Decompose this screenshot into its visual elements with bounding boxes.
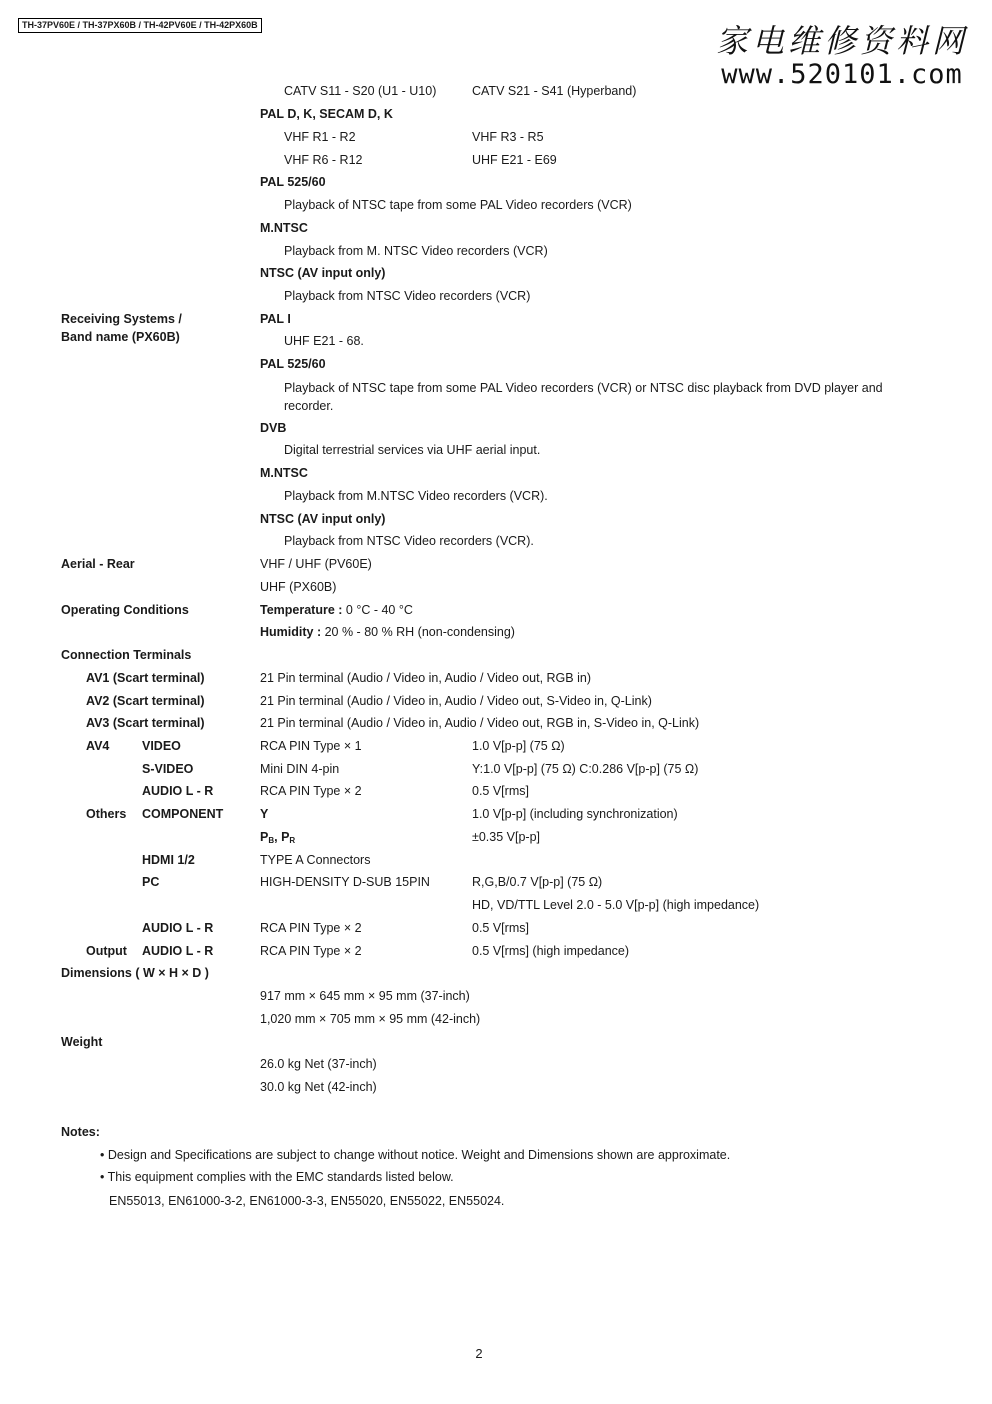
weight-value: 30.0 kg Net (42-inch) <box>260 1080 377 1094</box>
component-label: COMPONENT <box>142 807 224 821</box>
ntsc-heading: NTSC (AV input only) <box>260 266 386 280</box>
pal525-heading: PAL 525/60 <box>260 357 326 371</box>
others-audio-label: AUDIO L - R <box>142 921 214 935</box>
av3-value: 21 Pin terminal (Audio / Video in, Audio / Video out, RGB in, S-Video in, Q-Link) <box>260 716 700 730</box>
temperature-value: 0 °C - 40 °C <box>345 603 413 617</box>
av4-label: AV4 <box>86 739 110 753</box>
pal-dk-range: VHF R1 - R2 <box>284 130 356 144</box>
mntsc-heading: M.NTSC <box>260 466 308 480</box>
aerial-value: UHF (PX60B) <box>260 580 337 594</box>
others-audio-spec: 0.5 V[rms] <box>472 921 529 935</box>
hdmi-type: TYPE A Connectors <box>260 853 371 867</box>
ntsc-text: Playback from NTSC Video recorders (VCR) <box>284 289 531 303</box>
svideo-label: S-VIDEO <box>142 762 194 776</box>
pc-spec: HD, VD/TTL Level 2.0 - 5.0 V[p-p] (high impedance) <box>472 898 760 912</box>
pbpr-spec: ±0.35 V[p-p] <box>472 830 541 844</box>
weight-value: 26.0 kg Net (37-inch) <box>260 1057 377 1071</box>
bullet: • <box>100 1148 105 1162</box>
pc-spec: R,G,B/0.7 V[p-p] (75 Ω) <box>472 875 603 889</box>
av4-audio-type: RCA PIN Type × 2 <box>260 784 362 798</box>
humidity-value: 20 % - 80 % RH (non-condensing) <box>324 625 515 639</box>
av2-value: 21 Pin terminal (Audio / Video in, Audio / Video out, S-Video in, Q-Link) <box>260 694 652 708</box>
notes-label: Notes: <box>61 1125 100 1139</box>
video-spec: 1.0 V[p-p] (75 Ω) <box>472 739 565 753</box>
operating-label: Operating Conditions <box>61 603 189 617</box>
dimensions-value: 1,020 mm × 705 mm × 95 mm (42-inch) <box>260 1012 481 1026</box>
pal-dk-heading: PAL D, K, SECAM D, K <box>260 107 393 121</box>
mntsc-text: Playback from M. NTSC Video recorders (VCR) <box>284 244 548 258</box>
humidity-label: Humidity : <box>260 625 322 639</box>
output-label: Output <box>86 944 127 958</box>
av4-audio-spec: 0.5 V[rms] <box>472 784 529 798</box>
ntsc-text: Playback from NTSC Video recorders (VCR). <box>284 534 534 548</box>
others-audio-type: RCA PIN Type × 2 <box>260 921 362 935</box>
watermark-chinese: 家电维修资料网 <box>715 22 968 60</box>
pal-dk-range: VHF R3 - R5 <box>472 130 544 144</box>
mntsc-text: Playback from M.NTSC Video recorders (VCR). <box>284 489 548 503</box>
output-audio-label: AUDIO L - R <box>142 944 214 958</box>
output-audio-type: RCA PIN Type × 2 <box>260 944 362 958</box>
ntsc-heading: NTSC (AV input only) <box>260 512 386 526</box>
temperature-label: Temperature : <box>260 603 343 617</box>
note-item: • This equipment complies with the EMC standards listed below. <box>100 1170 454 1184</box>
watermark <box>704 22 980 90</box>
dvb-text: Digital terrestrial services via UHF aerial input. <box>284 443 541 457</box>
pal-dk-range: VHF R6 - R12 <box>284 153 363 167</box>
catv-range-2: CATV S21 - S41 (Hyperband) <box>472 84 637 98</box>
dimensions-label: Dimensions ( W × H × D ) <box>61 966 209 980</box>
pbpr-label: $P_B$, $P_R$ <box>260 830 296 845</box>
video-type: RCA PIN Type × 1 <box>260 739 362 753</box>
av1-value: 21 Pin terminal (Audio / Video in, Audio / Video out, RGB in) <box>260 671 591 685</box>
av1-label: AV1 (Scart terminal) <box>86 671 205 685</box>
output-audio-spec: 0.5 V[rms] (high impedance) <box>472 944 630 958</box>
temperature-row <box>260 603 413 617</box>
hdmi-label: HDMI 1/2 <box>142 853 195 867</box>
humidity-row <box>260 625 515 639</box>
model-numbers: TH-37PV60E / TH-37PX60B / TH-42PV60E / TH-42PX60B <box>18 18 262 33</box>
pc-label: PC <box>142 875 160 889</box>
pc-type: HIGH-DENSITY D-SUB 15PIN <box>260 875 430 889</box>
aerial-value: VHF / UHF (PV60E) <box>260 557 372 571</box>
note-item: • Design and Specifications are subject to change without notice. Weight and Dimensions shown are approximate. <box>100 1148 731 1162</box>
pal-i-text: UHF E21 - 68. <box>284 334 364 348</box>
bullet: • <box>100 1170 105 1184</box>
receiving-label: Receiving Systems / <box>61 312 182 326</box>
pal525-text: Playback of NTSC tape from some PAL Video recorders (VCR) <box>284 198 632 212</box>
catv-range-1: CATV S11 - S20 (U1 - U10) <box>284 84 437 98</box>
av3-label: AV3 (Scart terminal) <box>86 716 205 730</box>
pal-i-heading: PAL I <box>260 312 291 326</box>
video-label: VIDEO <box>142 739 181 753</box>
pal525-text: Playback of NTSC tape from some PAL Video recorders (VCR) or NTSC disc playback from DVD player and recorder. <box>284 381 883 413</box>
weight-label: Weight <box>61 1035 103 1049</box>
others-label: Others <box>86 807 127 821</box>
mntsc-heading: M.NTSC <box>260 221 308 235</box>
svideo-spec: Y:1.0 V[p-p] (75 Ω) C:0.286 V[p-p] (75 Ω) <box>472 762 699 776</box>
dvb-heading: DVB <box>260 421 287 435</box>
page-number: 2 <box>475 1346 483 1361</box>
watermark-url: www.520101.com <box>721 59 963 90</box>
av2-label: AV2 (Scart terminal) <box>86 694 205 708</box>
emc-standards: EN55013, EN61000-3-2, EN61000-3-3, EN55020, EN55022, EN55024. <box>109 1194 505 1208</box>
pal-dk-range: UHF E21 - E69 <box>472 153 557 167</box>
svideo-type: Mini DIN 4-pin <box>260 762 340 776</box>
y-spec: 1.0 V[p-p] (including synchronization) <box>472 807 678 821</box>
av4-audio-label: AUDIO L - R <box>142 784 214 798</box>
y-label: Y <box>260 807 269 821</box>
dimensions-value: 917 mm × 645 mm × 95 mm (37-inch) <box>260 989 470 1003</box>
pal525-heading: PAL 525/60 <box>260 175 326 189</box>
connection-label: Connection Terminals <box>61 648 192 662</box>
aerial-label: Aerial - Rear <box>61 557 135 571</box>
receiving-label: Band name (PX60B) <box>61 330 180 344</box>
